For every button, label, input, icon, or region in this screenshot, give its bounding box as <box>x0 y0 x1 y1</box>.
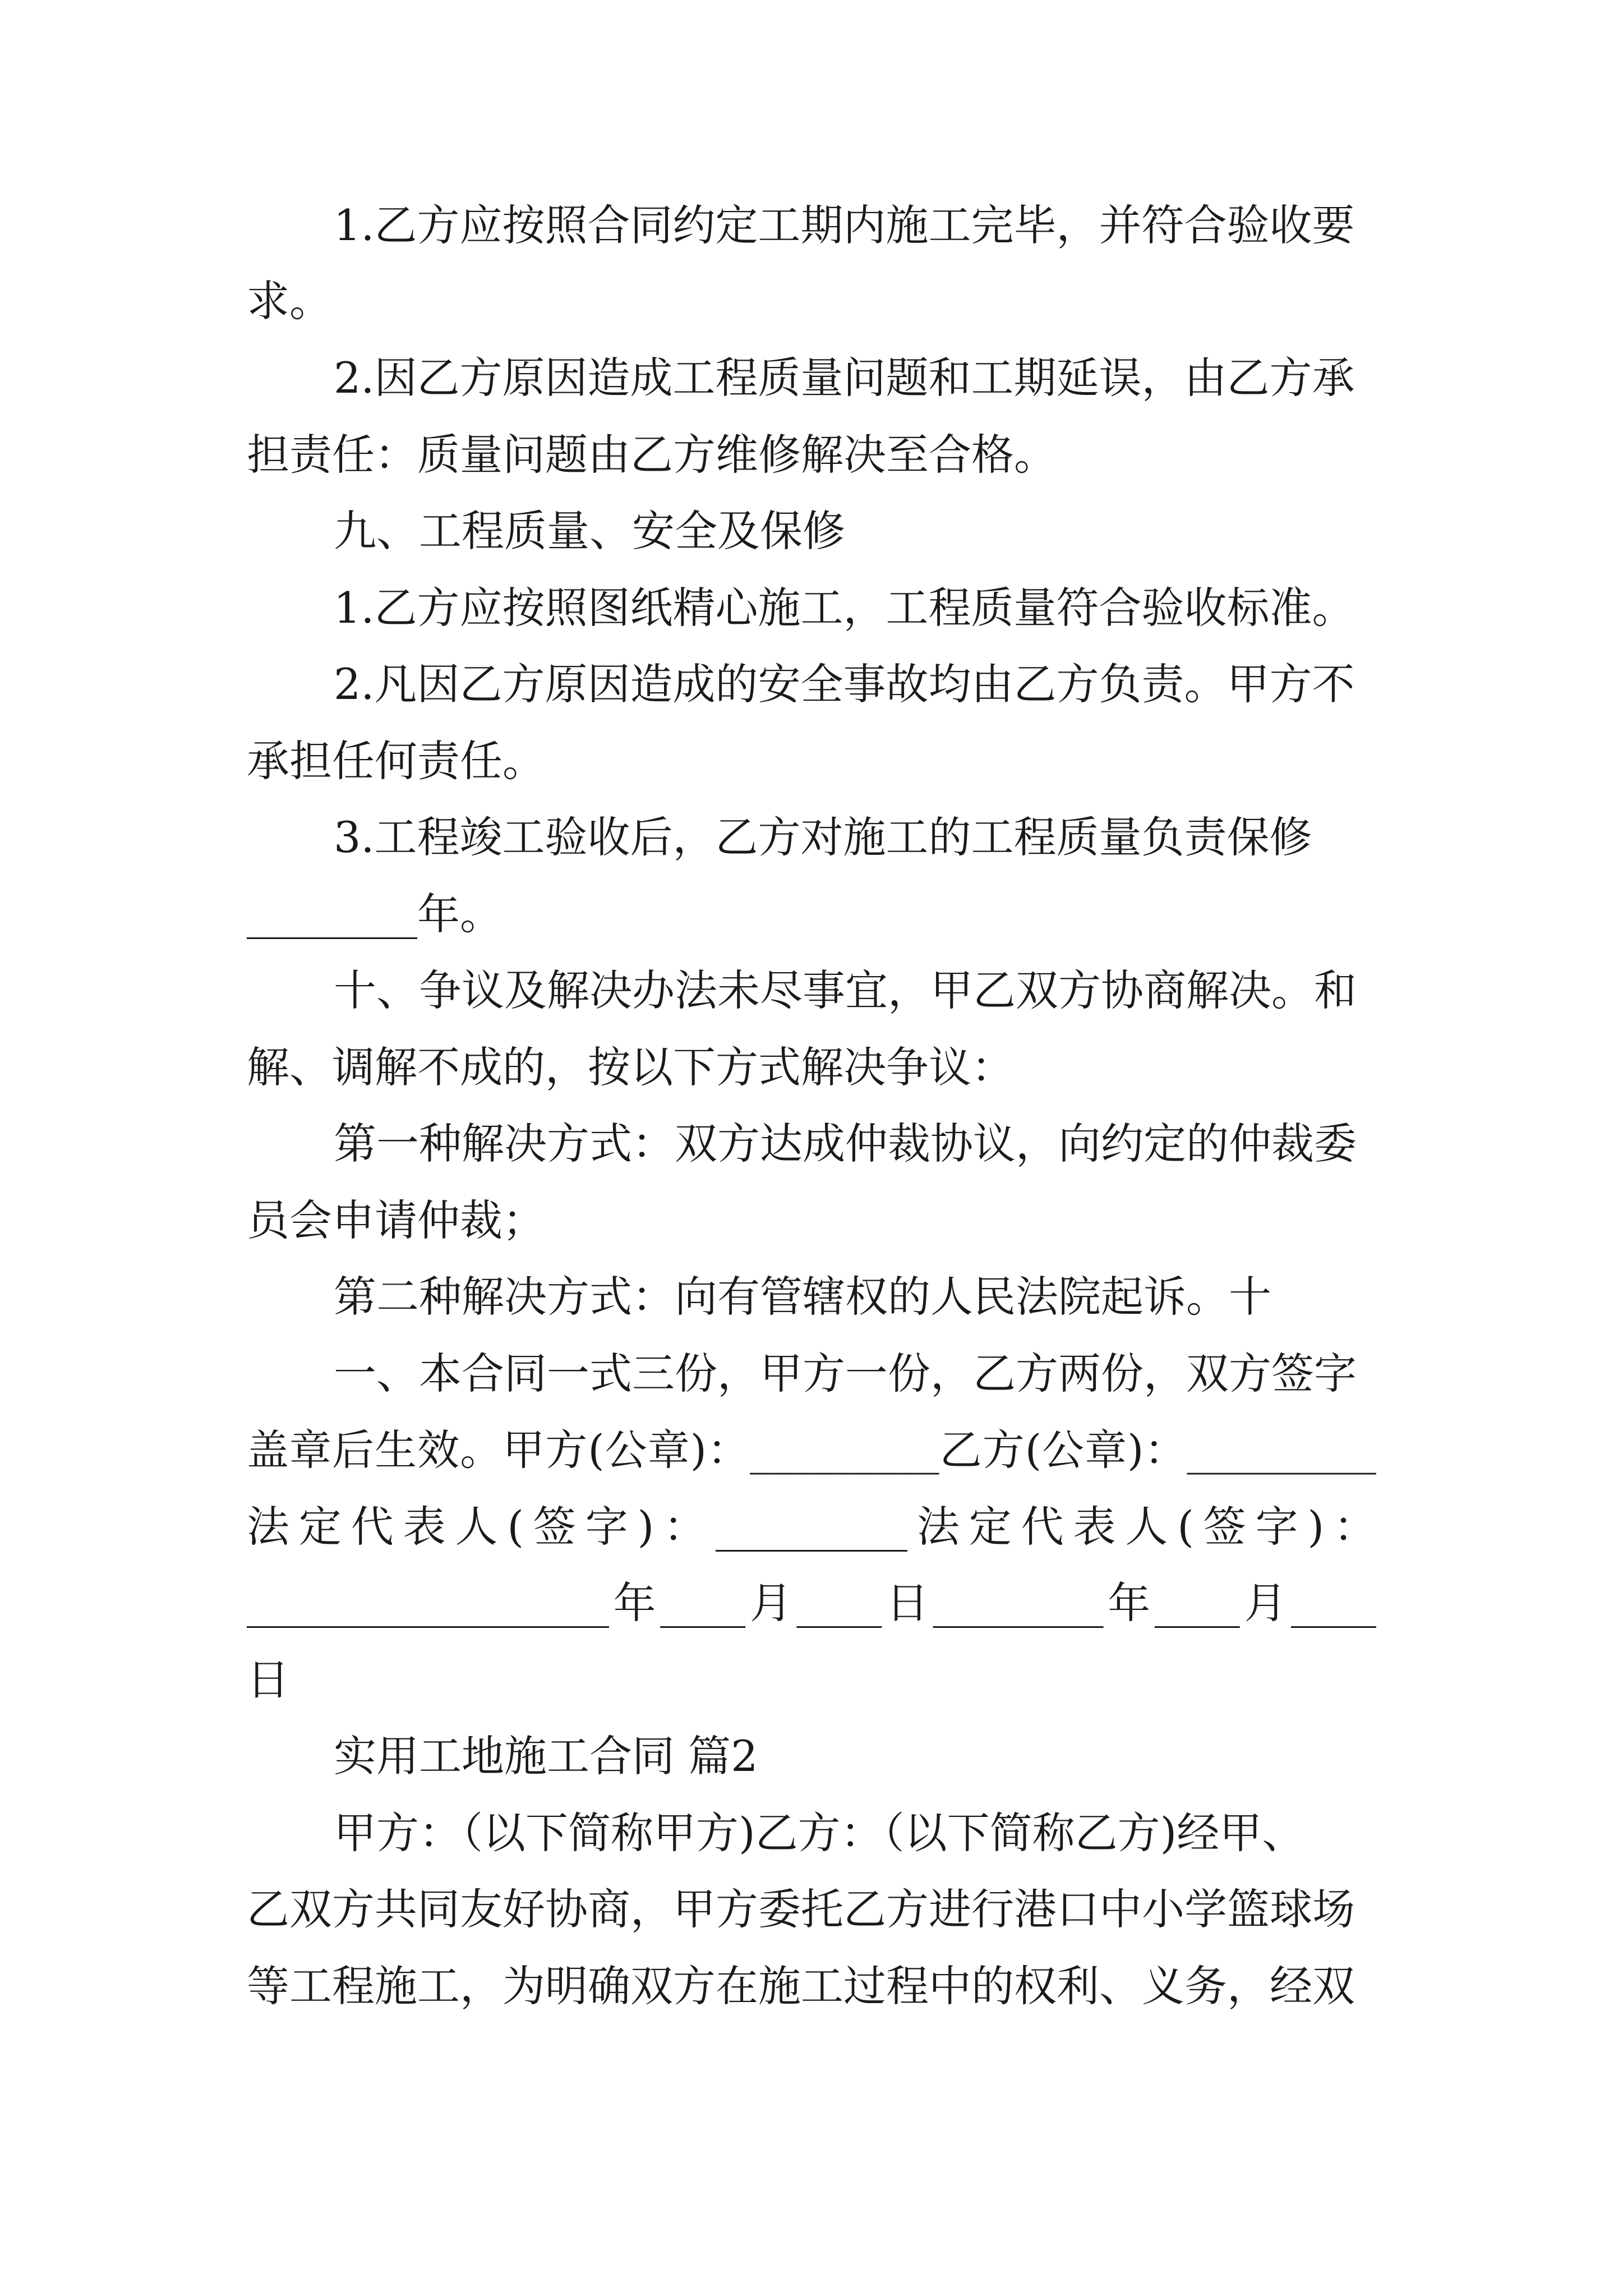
text-line-15: 第二种解决方式：向有管辖权的人民法院起诉。十 <box>334 1272 1271 1322</box>
signature-line-date: _________________年____月____日________年____月____ <box>247 1578 1376 1628</box>
section-heading-9: 九、工程质量、安全及保修 <box>334 506 845 556</box>
text-line-2: 求。 <box>247 276 332 326</box>
text-line-10: ________年。 <box>247 889 502 939</box>
text-line-16: 一、本合同一式三份，甲方一份，乙方两份，双方签字 <box>334 1349 1357 1398</box>
text-line-22: 甲方：（以下简称甲方)乙方：（以下简称乙方)经甲、 <box>334 1808 1305 1858</box>
text-line-7: 2.凡因乙方原因造成的安全事故均由乙方负责。甲方不 <box>334 659 1355 709</box>
text-line-3: 2.因乙方原因造成工程质量问题和工期延误，由乙方承 <box>334 353 1355 403</box>
text-line-14: 员会申请仲裁； <box>247 1195 545 1245</box>
section-title-part-2: 实用工地施工合同 篇2 <box>334 1731 758 1781</box>
section-heading-10: 十、争议及解决办法未尽事宜，甲乙双方协商解决。和 <box>334 965 1357 1015</box>
text-line-23: 乙双方共同友好协商，甲方委托乙方进行港口中小学篮球场 <box>247 1884 1355 1934</box>
text-line-24: 等工程施工，为明确双方在施工过程中的权利、义务，经双 <box>247 1961 1355 2011</box>
text-line-9: 3.工程竣工验收后，乙方对施工的工程质量负责保修 <box>334 812 1312 862</box>
text-line-20: 日 <box>247 1655 289 1705</box>
text-line-4: 担责任：质量问题由乙方维修解决至合格。 <box>247 430 1057 480</box>
text-line-8: 承担任何责任。 <box>247 736 545 786</box>
text-line-13: 第一种解决方式：双方达成仲裁协议，向约定的仲裁委 <box>334 1119 1357 1168</box>
signature-line-seal: 盖章后生效。甲方(公章)：_________乙方(公章)：_________ <box>247 1425 1376 1475</box>
signature-line-representative: 法定代表人(签字)：_________法定代表人(签字)： <box>247 1502 1376 1552</box>
text-line-12: 解、调解不成的，按以下方式解决争议： <box>247 1042 1014 1092</box>
text-line-1: 1.乙方应按照合同约定工期内施工完毕，并符合验收要 <box>334 200 1355 250</box>
text-line-6: 1.乙方应按照图纸精心施工，工程质量符合验收标准。 <box>334 583 1355 633</box>
